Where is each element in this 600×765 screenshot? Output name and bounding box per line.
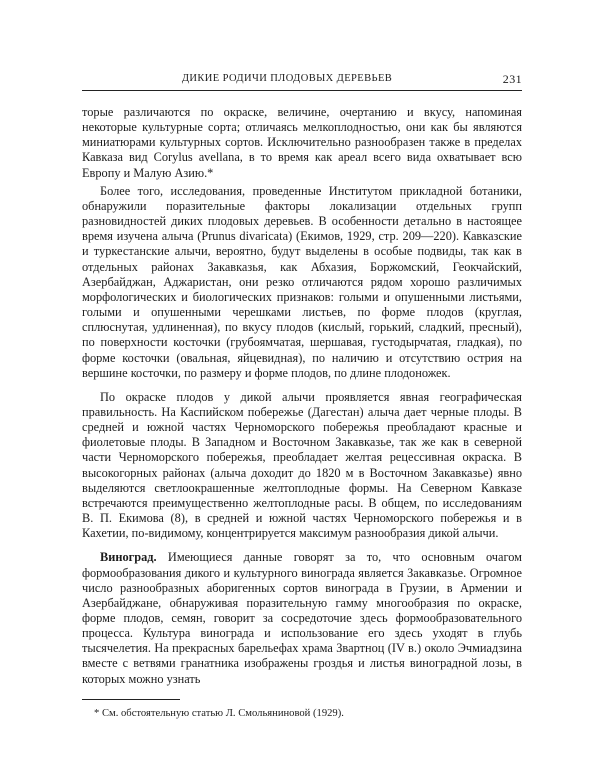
section-run-in-heading: Виноград.: [100, 550, 157, 565]
paragraph-4: [82, 550, 522, 686]
paragraph-gap: [82, 381, 522, 390]
book-page: [82, 70, 522, 720]
paragraph-4-text: Имеющиеся данные говорят за то, что основным очагом формообразования дикого и культурного винограда является Закавказье. Огромное число разнообразных аборигенных сортов винограда в Грузии, в Армении и Азербайджане, обнаруживая поразительную гамму многообразия по окраске, форме плодов, семян, говорит за сосредоточие здесь формообразовательного процесса. Культура винограда и использование его здесь уходят в глубь тысячелетия. На прекрасных барельефах храма Звартноц (IV в.) около Эчмиадзина вместе с ветвями гранатника изображены гроздья и листья виноградной лозы, в которых можно узнать: [82, 550, 522, 686]
page-number: 231: [502, 72, 522, 86]
running-header: [82, 70, 522, 88]
paragraph-1: торые различаются по окраске, величине, очертанию и вкусу, напоминая некоторые культурные сорта; отличаясь мелкоплодностью, они как бы являются миниатюрами культурных сортов. Исключительно разнообразен также в пределах Кавказа вид Corylus avellana, в то время как ареал всего вида охватывает всю Европу и Малую Азию.*: [82, 105, 522, 180]
header-rule: [82, 90, 522, 91]
paragraph-2: Более того, исследования, проведенные Институтом прикладной ботаники, обнаружили поразительные факторы локализации отдельных групп разновидностей диких плодовых деревьев. В особенности детально в настоящее время изучена алыча (Prunus divaricata) (Екимов, 1929, стр. 209—220). Кавказские и туркестанские алычи, вероятно, будут выделены в особые подвиды, так как в отдельных районах Закавказья, как Абхазия, Боржомский, Геокчайский, Азербайджан, Аджаристан, они резко отличаются рядом хорошо различимых морфологических и биологических признаков: голыми и опушенными листьями, голыми и опушенными черешками листьев, по форме плодов (круглая, сплюснутая, удлиненная), по вкусу плодов (кислый, горький, сладкий, пресный), по поверхности косточки (грубоямчатая, шершавая, густодырчатая, гладкая), по форме косточки (овальная, яйцевидная), по наличию и отсутствию острия на вершине косточки, по размеру и форме плодов, по длине плодоножек.: [82, 183, 522, 380]
footnote: * См. обстоятельную статью Л. Смольяниновой (1929).: [94, 707, 344, 719]
paragraph-gap: [82, 541, 522, 550]
running-title: ДИКИЕ РОДИЧИ ПЛОДОВЫХ ДЕРЕВЬЕВ: [181, 73, 393, 84]
paragraph-3: По окраске плодов у дикой алычи проявляется явная географическая правильность. На Каспийском побережье (Дагестан) алыча дает черные плоды. В средней и южной частях Черноморского побережья преобладают красные и фиолетовые плоды. В Западном и Восточном Закавказье, так же как в северной части Черноморского побережья, преобладает желтая рецессивная окраска. В высокогорных районах (алыча доходит до 1820 м в Восточном Закавказье) явно выделяются светлоокрашенные желтоплодные формы. На Северном Кавказе встречаются преимущественно желтоплодные расы. В общем, по исследованиям В. П. Екимова (8), в средней и южной частях Черноморского побережья и в Кахетии, по-видимому, концентрируется максимум разнообразия дикой алычи.: [82, 389, 522, 541]
body-text: [82, 105, 522, 687]
footnote-rule: [82, 699, 180, 700]
